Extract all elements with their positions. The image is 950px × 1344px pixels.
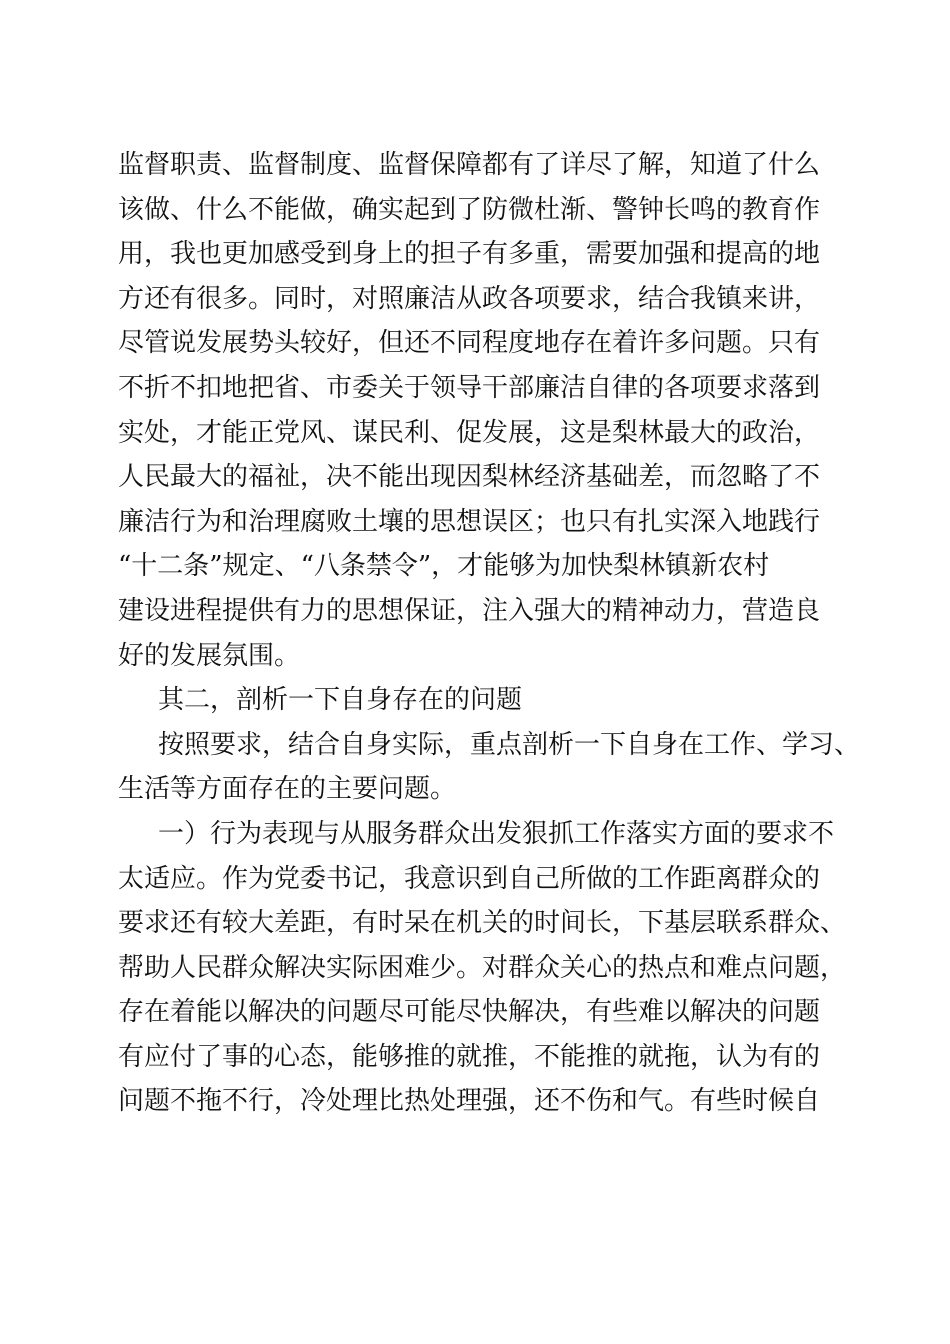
text-line-18: 要求还有较大差距，有时呆在机关的时间长，下基层联系群众、	[118, 908, 847, 939]
text-line-21: 有应付了事的心态，能够推的就推，不能推的就拖，认为有的	[118, 1041, 821, 1072]
text-line-16: 一）行为表现与从服务群众出发狠抓工作落实方面的要求不	[158, 818, 835, 849]
text-line-6: 不折不扣地把省、市委关于领导干部廉洁自律的各项要求落到	[118, 372, 821, 403]
text-line-22: 问题不拖不行，冷处理比热处理强，还不伤和气。有些时候自	[118, 1086, 821, 1117]
document-body	[118, 143, 861, 1124]
text-line-7: 实处，才能正党风、谋民利、促发展，这是梨林最大的政治，	[118, 417, 821, 448]
text-line-14: 按照要求，结合自身实际，重点剖析一下自身在工作、学习、	[158, 729, 861, 760]
text-line-17: 太适应。作为党委书记，我意识到自己所做的工作距离群众的	[118, 863, 821, 894]
text-line-11: 建设进程提供有力的思想保证，注入强大的精神动力，营造良	[118, 595, 821, 626]
text-line-4: 方还有很多。同时，对照廉洁从政各项要求，结合我镇来讲，	[118, 283, 821, 314]
text-line-1: 监督职责、监督制度、监督保障都有了详尽了解，知道了什么	[118, 150, 821, 180]
text-line-10: “十二条”规定、“八条禁令”，才能够为加快梨林镇新农村	[118, 551, 770, 582]
text-line-3: 用，我也更加感受到身上的担子有多重，需要加强和提高的地	[118, 239, 821, 270]
text-line-20: 存在着能以解决的问题尽可能尽快解决，有些难以解决的问题	[118, 997, 821, 1028]
text-line-15: 生活等方面存在的主要问题。	[118, 774, 457, 805]
text-line-8: 人民最大的福祉，决不能出现因梨林经济基础差，而忽略了不	[118, 462, 821, 493]
section-heading: 其二，剖析一下自身存在的问题	[158, 685, 523, 716]
text-line-19: 帮助人民群众解决实际困难少。对群众关心的热点和难点问题，	[118, 952, 847, 983]
text-line-12: 好的发展氛围。	[118, 640, 301, 671]
text-line-9: 廉洁行为和治理腐败土壤的思想误区；也只有扎实深入地践行	[118, 506, 821, 537]
text-line-2: 该做、什么不能做，确实起到了防微杜渐、警钟长鸣的教育作	[118, 194, 821, 225]
text-line-5: 尽管说发展势头较好，但还不同程度地存在着许多问题。只有	[118, 328, 821, 359]
